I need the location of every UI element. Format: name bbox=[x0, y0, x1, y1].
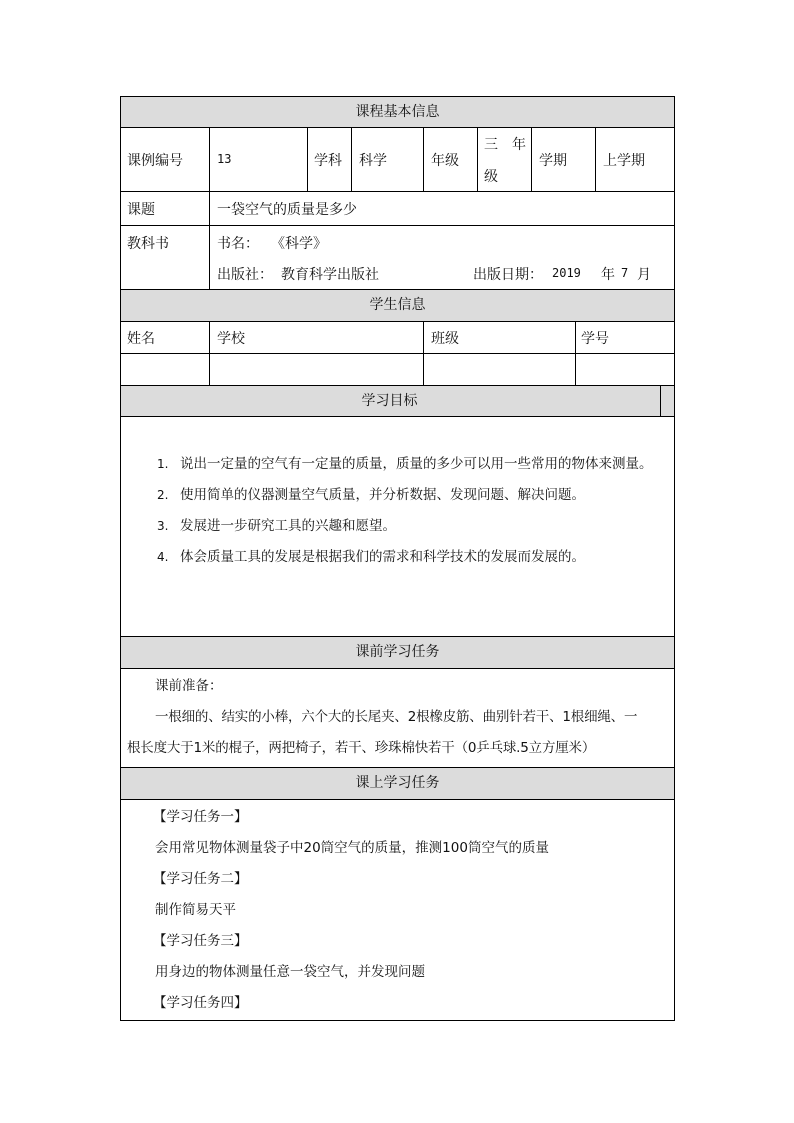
pre-class-materials-line2: 根长度大于1米的棍子，两把椅子，若干、珍珠棉快若干（0乒乓球.5立方厘米） bbox=[127, 740, 596, 756]
goal-item bbox=[121, 485, 674, 505]
publisher-label: 出版社： bbox=[217, 267, 273, 283]
task-title: 【学习任务一】 bbox=[153, 809, 248, 825]
lesson-form bbox=[120, 96, 675, 1021]
student-label-row bbox=[120, 322, 675, 354]
student-name-label: 姓名 bbox=[127, 331, 155, 347]
section-title-goals: 学习目标 bbox=[361, 393, 418, 409]
month-char: 月 bbox=[637, 267, 651, 283]
goals-body bbox=[120, 417, 675, 637]
goal-text: 使用简单的仪器测量空气质量，并分析数据、发现问题、解决问题。 bbox=[180, 487, 585, 503]
task-text: 会用常见物体测量袋子中20筒空气的质量，推测100筒空气的质量 bbox=[155, 840, 549, 856]
goal-number: 1. bbox=[157, 457, 169, 471]
basic-info-row bbox=[120, 128, 675, 192]
publish-year: 2019 bbox=[552, 266, 581, 280]
task-title: 【学习任务二】 bbox=[153, 871, 248, 887]
textbook-label: 教科书 bbox=[127, 236, 169, 252]
grade-label: 年级 bbox=[431, 153, 459, 169]
subject-value: 科学 bbox=[359, 153, 387, 169]
goal-item bbox=[121, 454, 674, 474]
publish-month: 7 bbox=[621, 266, 629, 280]
student-id-label: 学号 bbox=[581, 331, 609, 347]
goal-text: 发展进一步研究工具的兴趣和愿望。 bbox=[180, 518, 396, 534]
task-text: 用身边的物体测量任意一袋空气，并发现问题 bbox=[155, 964, 425, 980]
section-title-pre-class: 课前学习任务 bbox=[355, 644, 440, 660]
goal-text: 说出一定量的空气有一定量的质量，质量的多少可以用一些常用的物体来测量。 bbox=[180, 456, 653, 472]
student-class-field[interactable] bbox=[424, 354, 575, 385]
section-header-goals bbox=[120, 386, 675, 417]
subject-label: 学科 bbox=[314, 153, 342, 169]
case-number-label: 课例编号 bbox=[127, 153, 183, 169]
task-title: 【学习任务四】 bbox=[153, 995, 248, 1011]
textbook-row bbox=[120, 226, 675, 290]
section-header-basic-info bbox=[120, 96, 675, 128]
section-title-basic-info: 课程基本信息 bbox=[355, 104, 440, 120]
year-char: 年 bbox=[601, 267, 615, 283]
section-header-pre-class bbox=[120, 637, 675, 669]
student-school-field[interactable] bbox=[210, 354, 423, 385]
section-title-student-info: 学生信息 bbox=[369, 297, 426, 313]
publisher-value: 教育科学出版社 bbox=[281, 267, 379, 283]
grade-value-line2: 级 bbox=[484, 169, 498, 185]
book-name-value: 《科学》 bbox=[271, 236, 327, 252]
book-name-label: 书名： bbox=[217, 236, 259, 252]
task-text: 制作简易天平 bbox=[155, 902, 236, 918]
section-header-student-info bbox=[120, 290, 675, 322]
topic-row bbox=[120, 192, 675, 226]
goal-item bbox=[121, 516, 674, 536]
section-header-in-class bbox=[120, 768, 675, 800]
term-label: 学期 bbox=[539, 153, 567, 169]
term-value: 上学期 bbox=[603, 153, 645, 169]
goal-text: 体会质量工具的发展是根据我们的需求和科学技术的发展而发展的。 bbox=[180, 549, 585, 565]
goals-list bbox=[121, 454, 674, 567]
grade-value-line1: 三 年 bbox=[484, 137, 526, 153]
goal-number: 2. bbox=[157, 488, 169, 502]
case-number-value: 13 bbox=[217, 152, 232, 166]
student-class-label: 班级 bbox=[431, 331, 459, 347]
student-name-field[interactable] bbox=[121, 354, 209, 385]
student-input-row bbox=[120, 354, 675, 386]
goal-item bbox=[121, 547, 674, 567]
task-title: 【学习任务三】 bbox=[153, 933, 248, 949]
goal-number: 3. bbox=[157, 519, 169, 533]
student-school-label: 学校 bbox=[217, 331, 245, 347]
in-class-body bbox=[120, 800, 675, 1021]
student-id-field[interactable] bbox=[576, 354, 674, 385]
pre-class-body bbox=[120, 669, 675, 768]
pre-class-materials-line1: 一根细的、结实的小棒，六个大的长尾夹、2根橡皮筋、曲别针若干、1根细绳、一 bbox=[155, 709, 638, 725]
pre-class-prep-label: 课前准备： bbox=[155, 678, 223, 694]
topic-value: 一袋空气的质量是多少 bbox=[217, 202, 357, 218]
section-title-in-class: 课上学习任务 bbox=[355, 775, 440, 791]
goal-number: 4. bbox=[157, 550, 169, 564]
topic-label: 课题 bbox=[127, 202, 155, 218]
publish-date-label: 出版日期： bbox=[473, 267, 543, 283]
